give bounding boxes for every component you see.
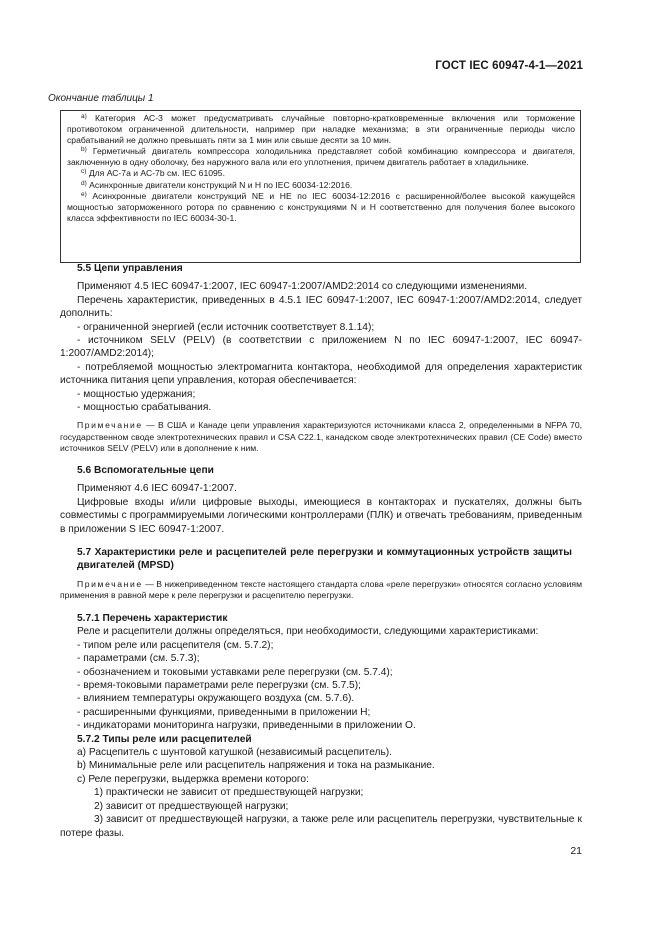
- note: Примечание — В нижеприведенном тексте настоящего стандарта слова «реле перегрузки» относятся согласно условиям применения в равной мере к реле перегрузки и расцепителю перегрузки.: [60, 578, 582, 601]
- list-item: - время-токовыми параметрами реле перегрузки (см. 5.7.5);: [77, 680, 361, 692]
- section-5-5: [60, 262, 582, 454]
- table-caption: Окончание таблицы 1: [48, 93, 154, 104]
- paragraph: Перечень характеристик, приведенных в 4.5.1 IEC 60947-1:2007, IEC 60947-1:2007/AMD2:2014, следует дополнить:: [60, 294, 582, 320]
- section-5-7-1: [60, 612, 582, 840]
- section-heading: 5.7 Характеристики реле и расцепителей реле перегрузки и коммутационных устройств защиты двигателей (MPSD): [77, 547, 572, 572]
- list-item: 3) зависит от предшествующей нагрузки, а также реле или расцепитель перегрузки, чувствительные к потере фазы.: [60, 814, 582, 839]
- note: Примечание — В США и Канаде цепи управления характеризуются источниками класса 2, определенными в NFPA 70, государственном своде электротехнических правил и CSA C22.1, канадском своде электротехнических правил (CE Code) вместо источников SELV (PELV) или в дополнение к ним.: [60, 420, 582, 453]
- list-item: - потребляемой мощностью электромагнита контактора, необходимой для определения характеристик источника питания цепи управления, которая обеспечивается:: [60, 361, 582, 387]
- list-item: 2) зависит от предшествующей нагрузки;: [94, 800, 289, 812]
- list-item: - источником SELV (PELV) (в соответствии с приложением N по IEC 60947-1:2007, IEC 60947-1:2007/AMD2:2014);: [60, 335, 582, 360]
- list-item: a) Расцепитель с шунтовой катушкой (независимый расцепитель).: [77, 747, 393, 759]
- footnote-c: $^{c)}$ Для АС-7а и АС-7b см. IEC 61095.: [81, 168, 225, 179]
- list-item: - параметрами (см. 5.7.3);: [77, 653, 200, 665]
- list-item: - обозначением и токовыми уставками реле перегрузки (см. 5.7.4);: [77, 666, 393, 678]
- footnote-a: $^{a)}$ Категория АС-3 может предусматривать случайные повторно-кратковременные включения или торможение противотоком ограниченной длительности, например при наладке механизма; в эти ограниченные периоды число срабатываний не должно превышать пяти за 1 мин или свыше десяти за 10 мин.: [67, 113, 575, 146]
- section-heading: 5.5 Цепи управления: [77, 263, 183, 274]
- list-item: - мощностью удержания;: [77, 388, 196, 400]
- list-item: - влиянием температуры окружающего воздуха (см. 5.7.6).: [77, 693, 355, 705]
- list-item: b) Минимальные реле или расцепитель напряжения и тока на размыкание.: [77, 760, 435, 772]
- paragraph: Применяют 4.6 IEC 60947-1:2007.: [77, 483, 237, 495]
- list-item: 1) практически не зависит от предшествующей нагрузки;: [94, 787, 364, 799]
- section-heading: 5.7.1 Перечень характеристик: [77, 613, 228, 624]
- paragraph: Цифровые входы и/или цифровые выходы, имеющиеся в контакторах и пускателях, должны быть совместимы с программируемыми логическими контроллерами (ПЛК) и отвечать требованиям, приведенным в приложении S IEC 60947-1:2007.: [60, 496, 582, 535]
- section-5-6: [60, 464, 582, 536]
- list-item: - расширенными функциями, приведенными в приложении H;: [77, 706, 371, 718]
- section-heading: 5.7.2 Типы реле или расцепителей: [77, 733, 252, 745]
- section-heading: 5.6 Вспомогательные цепи: [77, 465, 214, 476]
- list-item: - мощностью срабатывания.: [77, 402, 212, 414]
- paragraph: Реле и расцепители должны определяться, при необходимости, следующими характеристиками:: [77, 626, 539, 638]
- page-number: 21: [570, 845, 582, 857]
- footnote-b: $^{b)}$ Герметичный двигатель компрессора холодильника представляет собой комбинацию компрессора и двигателя, заключенную в одну оболочку, без наружного вала или его уплотнения, причем двигатель работает в хладильнике.: [67, 146, 576, 168]
- section-5-7: [60, 546, 582, 601]
- list-item: - индикаторами мониторинга нагрузки, приведенными в приложении O.: [77, 720, 416, 732]
- document-header: ГОСТ IEC 60947-4-1—2021: [435, 60, 583, 72]
- list-item: - типом реле или расцепителя (см. 5.7.2);: [77, 639, 274, 651]
- table-footnotes-box: [60, 110, 581, 263]
- footnote-d: $^{d)}$ Асинхронные двигатели конструкций N и H по IEC 60034-12:2016.: [81, 179, 353, 190]
- footnote-e: $^{e)}$ Асинхронные двигатели конструкций NE и HE по IEC 60034-12:2016 с расширенной/более высокой кажущейся мощностью заторможенного ротора по сравнению с конструкциями N и H соответственно для получения более высокого класса эффективности по IEC 60034-30-1.: [67, 190, 575, 223]
- list-item: - ограниченной энергией (если источник соответствует 8.1.14);: [77, 321, 375, 333]
- list-item: c) Реле перегрузки, выдержка времени которого:: [77, 773, 309, 785]
- paragraph: Применяют 4.5 IEC 60947-1:2007, IEC 60947-1:2007/AMD2:2014 со следующими изменениями.: [77, 281, 528, 293]
